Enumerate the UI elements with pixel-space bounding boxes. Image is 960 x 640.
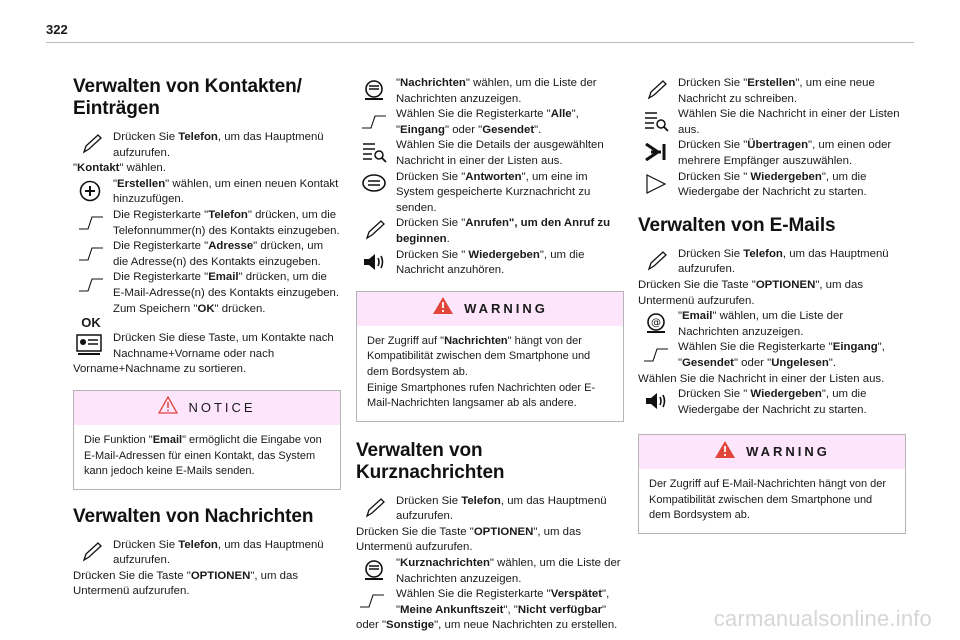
warning-header <box>639 435 905 469</box>
step-details: Wählen Sie die Details der ausgewählten Nachricht in einer der Listen aus. <box>356 138 624 169</box>
tab-icon <box>75 240 107 266</box>
details-list-icon <box>640 108 672 134</box>
step-tab: Wählen Sie die Registerkarte "Alle", "Eingang" oder "Gesendet". <box>356 107 624 138</box>
tab-icon <box>358 108 390 134</box>
step-play: Drücken Sie " Wiedergeben", um die Wiedergabe der Nachricht zu starten. <box>638 170 906 201</box>
pencil-icon <box>75 539 107 565</box>
pencil-icon <box>75 131 107 157</box>
step-options: Drücken Sie die Taste "OPTIONEN", um das Untermenü aufzurufen. <box>356 525 582 554</box>
heading-email: Verwalten von E-Mails <box>638 214 836 236</box>
step-email: @ "Email" wählen, um die Liste der Nachrichten anzuzeigen. <box>638 309 906 340</box>
step-contact: "Kontakt" wählen. <box>73 162 166 175</box>
heading-contacts: Verwalten von Kontakten/ Einträgen <box>73 76 302 119</box>
step-forward: Drücken Sie "Übertragen", um einen oder mehrere Empfänger auszuwählen. <box>638 138 906 169</box>
step-tab: Wählen Sie die Registerkarte "Verspätet", "Meine Ankunftszeit", "Nicht verfügbar" oder "Sonstige", um neue Nachrichten zu erstellen. <box>356 588 618 632</box>
email-icon <box>640 310 672 336</box>
notice-header <box>74 391 340 425</box>
notice-label: NOTICE <box>188 400 256 416</box>
pencil-icon <box>640 77 672 103</box>
pencil-icon <box>640 248 672 274</box>
column-3 <box>638 76 906 548</box>
tab-icon <box>356 587 388 613</box>
step-call: Drücken Sie "Anrufen", um den Anruf zu beginnen. <box>356 216 624 247</box>
step-save: OK Zum Speichern "OK" drücken. <box>73 302 341 318</box>
warning-label: WARNING <box>746 444 830 460</box>
page-number: 322 <box>46 22 68 37</box>
column-2 <box>356 76 624 634</box>
play-icon <box>640 171 672 197</box>
step-phone: Drücken Sie Telefon, um das Hauptmenü aufzurufen. <box>73 538 341 569</box>
step-phone: Drücken Sie Telefon, um das Hauptmenü aufzurufen. <box>73 130 341 161</box>
notice-box <box>73 390 341 490</box>
ok-label: OK <box>81 314 101 330</box>
heading-messages: Verwalten von Nachrichten <box>73 505 314 527</box>
notice-body: Die Funktion "Email" ermöglicht die Eingabe von E-Mail-Adressen für einen Kontakt, das System kann jedoch keine E-Mails senden. <box>84 433 322 478</box>
step-play: Drücken Sie " Wiedergeben", um die Nachricht anzuhören. <box>356 248 624 279</box>
reply-icon <box>358 171 390 197</box>
warning-box <box>356 291 624 422</box>
warning-triangle-icon <box>714 440 736 465</box>
step-select: Wählen Sie die Nachricht in einer der Listen aus. <box>638 107 906 138</box>
svg-text:@: @ <box>651 317 661 329</box>
speaker-icon <box>640 388 672 414</box>
step-options: Drücken Sie die Taste "OPTIONEN", um das Untermenü aufzurufen. <box>73 569 299 598</box>
tab-icon <box>75 209 107 235</box>
step-reply: Drücken Sie "Antworten", um eine im System gespeicherte Kurznachricht zu senden. <box>356 170 624 217</box>
sort-contacts-icon <box>73 331 105 357</box>
step-phone: Drücken Sie Telefon, um das Hauptmenü aufzurufen. <box>638 247 906 278</box>
pencil-icon <box>358 217 390 243</box>
warning-triangle-icon <box>158 396 178 420</box>
step-tab: Wählen Sie die Registerkarte "Eingang", "Gesendet" oder "Ungelesen". <box>638 340 906 371</box>
watermark: carmanualsonline.info <box>713 606 932 631</box>
step-create: Drücken Sie "Erstellen", um eine neue Nachricht zu schreiben. <box>638 76 906 107</box>
tab-icon <box>640 341 672 367</box>
warning-label: WARNING <box>464 300 548 316</box>
pencil-icon <box>358 495 390 521</box>
step-create: "Erstellen" wählen, um einen neuen Kontakt hinzuzufügen. <box>73 177 341 208</box>
step-tab-email: Die Registerkarte "Email" drücken, um die E-Mail-Adresse(n) des Kontakts einzugeben. <box>73 270 341 301</box>
step-tab-phone: Die Registerkarte "Telefon" drücken, um die Telefonnummer(n) des Kontakts einzugeben. <box>73 208 341 239</box>
step-messages: "Nachrichten" wählen, um die Liste der Nachrichten anzuzeigen. <box>356 76 624 107</box>
warning-box <box>638 434 906 534</box>
warning-header <box>357 292 623 326</box>
details-list-icon <box>358 139 390 165</box>
column-1 <box>73 70 341 600</box>
warning-triangle-icon <box>432 296 454 321</box>
add-contact-icon <box>75 178 107 204</box>
speaker-icon <box>358 249 390 275</box>
step-tab-address: Die Registerkarte "Adresse" drücken, um die Adresse(n) des Kontakts einzugeben. <box>73 239 341 270</box>
step-select: Wählen Sie die Nachricht in einer der Listen aus. <box>638 372 885 385</box>
tab-icon <box>75 271 107 297</box>
heading-sms: Verwalten von Kurznachrichten <box>356 439 505 483</box>
warning-body: Der Zugriff auf "Nachrichten" hängt von der Kompatibilität zwischen dem Smartphone und dem Bordsystem ab. Einige Smartphones rufen Nachrichten oder E-Mail-Nachrichten langsamer ab als andere. <box>367 334 596 410</box>
forward-icon <box>640 139 672 165</box>
step-sort: Drücken Sie diese Taste, um Kontakte nach Nachname+Vorname oder nach Vorname+Nachname zu sortieren. <box>73 332 334 376</box>
step-options: Drücken Sie die Taste "OPTIONEN", um das Untermenü aufzurufen. <box>638 278 864 307</box>
step-play: Drücken Sie " Wiedergeben", um die Wiedergabe der Nachricht zu starten. <box>638 387 906 418</box>
header-divider <box>46 42 914 43</box>
sms-icon <box>358 557 390 583</box>
message-icon <box>358 77 390 103</box>
step-sms: "Kurznachrichten" wählen, um die Liste der Nachrichten anzuzeigen. <box>356 556 624 587</box>
step-phone: Drücken Sie Telefon, um das Hauptmenü aufzurufen. <box>356 494 624 525</box>
warning-body: Der Zugriff auf E-Mail-Nachrichten hängt von der Kompatibilität zwischen dem Smartphone und dem Bordsystem ab. <box>649 478 887 522</box>
